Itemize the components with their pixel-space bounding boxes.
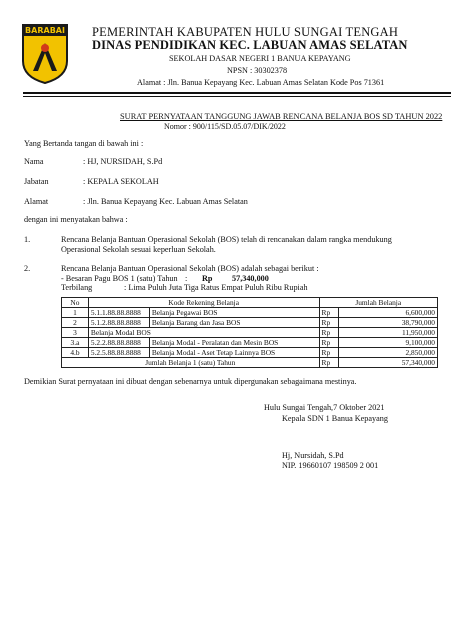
header-divider-thick (23, 92, 451, 94)
header-no: No (62, 298, 89, 308)
point-2-number: 2. (24, 264, 31, 273)
row-amount: 6,600,000 (339, 308, 438, 318)
row-amount: 9,100,000 (339, 338, 438, 348)
row-amount: 11,950,000 (339, 328, 438, 338)
row-amount: 38,790,000 (339, 318, 438, 328)
amount-in-words-label: Terbilang (61, 283, 93, 292)
statement-text: dengan ini menyatakan bahwa : (24, 215, 128, 224)
field-position-label: Jabatan (24, 177, 49, 186)
row-no: 3.a (62, 338, 89, 348)
table-row (62, 348, 438, 358)
logo-text: BARABAI (25, 26, 65, 35)
letterhead-npsn: NPSN : 30302378 (227, 66, 288, 75)
header-amount: Jumlah Belanja (319, 298, 437, 308)
row-no: 3 (62, 328, 89, 338)
document-number: Nomor : 900/115/SD.05.07/DIK/2022 (164, 122, 286, 131)
signatory-nip: NIP. 19660107 198509 2 001 (282, 461, 379, 470)
letterhead-department: DINAS PENDIDIKAN KEC. LABUAN AMAS SELATAN (92, 38, 408, 52)
signature-position: Kepala SDN 1 Banua Kepayang (282, 414, 388, 423)
row-no: 1 (62, 308, 89, 318)
table-total-row (62, 358, 438, 368)
row-description: Belanja Modal - Aset Tetap Lainnya BOS (149, 348, 319, 358)
row-account-code: 5.2.2.88.88.8888 (88, 338, 149, 348)
row-description: Belanja Barang dan Jasa BOS (149, 318, 319, 328)
row-currency: Rp (319, 308, 339, 318)
field-address-value: : Jln. Banua Kepayang Kec. Labuan Amas Selatan (83, 197, 248, 206)
table-row (62, 328, 438, 338)
amount-in-words-value: : Lima Puluh Juta Tiga Ratus Empat Puluh Ribu Rupiah (124, 283, 308, 292)
letterhead-school: SEKOLAH DASAR NEGERI 1 BANUA KEPAYANG (169, 54, 351, 63)
total-currency: Rp (319, 358, 339, 368)
budget-ceiling-currency: Rp (202, 274, 213, 283)
total-amount: 57,340,000 (339, 358, 438, 368)
total-label: Jumlah Belanja 1 (satu) Tahun (62, 358, 320, 368)
field-name-value: : HJ, NURSIDAH, S.Pd (83, 157, 163, 166)
row-account-code: Belanja Modal BOS (88, 328, 319, 338)
row-currency: Rp (319, 328, 339, 338)
budget-ceiling-colon: : (185, 274, 188, 283)
row-currency: Rp (319, 338, 339, 348)
document-title: SURAT PERNYATAAN TANGGUNG JAWAB RENCANA BELANJA BOS SD TAHUN 2022 (120, 112, 443, 121)
closing-statement: Demikian Surat pernyataan ini dibuat dengan sebenarnya untuk dipergunakan sebagaimana mestinya. (24, 377, 357, 386)
budget-ceiling-label: - Besaran Pagu BOS 1 (satu) Tahun (61, 274, 178, 283)
row-description: Belanja Modal - Peralatan dan Mesin BOS (149, 338, 319, 348)
row-currency: Rp (319, 318, 339, 328)
table-row (62, 338, 438, 348)
signature-place-date: Hulu Sungai Tengah,7 Oktober 2021 (264, 403, 385, 412)
signatory-name: Hj, Nursidah, S.Pd (282, 451, 344, 460)
row-no: 2 (62, 318, 89, 328)
point-1-number: 1. (24, 235, 31, 244)
budget-table (61, 297, 438, 368)
point-2-line-1: Rencana Belanja Bantuan Operasional Sekolah (BOS) adalah sebagai berikut : (61, 264, 319, 273)
table-header-row (62, 298, 438, 308)
row-no: 4.b (62, 348, 89, 358)
row-currency: Rp (319, 348, 339, 358)
field-position-value: : KEPALA SEKOLAH (83, 177, 159, 186)
row-amount: 2,850,000 (339, 348, 438, 358)
row-account-code: 5.1.1.88.88.8888 (88, 308, 149, 318)
header-account-code: Kode Rekening Belanja (88, 298, 319, 308)
letterhead-address: Alamat : Jln. Banua Kepayang Kec. Labuan Amas Selatan Kode Pos 71361 (137, 78, 385, 87)
intro-text: Yang Bertanda tangan di bawah ini : (24, 139, 144, 148)
table-row (62, 308, 438, 318)
point-1-line-1: Rencana Belanja Bantuan Operasional Sekolah (BOS) telah di rencanakan dalam rangka mendukung (61, 235, 392, 244)
table-row (62, 318, 438, 328)
row-description: Belanja Pegawai BOS (149, 308, 319, 318)
point-1-line-2: Operasional Sekolah sesuai keperluan Sekolah. (61, 245, 216, 254)
field-address-label: Alamat (24, 197, 49, 206)
letterhead-government: PEMERINTAH KABUPATEN HULU SUNGAI TENGAH (92, 25, 399, 39)
field-name-label: Nama (24, 157, 44, 166)
header-divider-thin (23, 96, 451, 97)
row-account-code: 5.2.5.88.88.8888 (88, 348, 149, 358)
budget-ceiling-value: 57,340,000 (232, 274, 269, 283)
row-account-code: 5.1.2.88.88.8888 (88, 318, 149, 328)
regency-logo (20, 21, 70, 85)
